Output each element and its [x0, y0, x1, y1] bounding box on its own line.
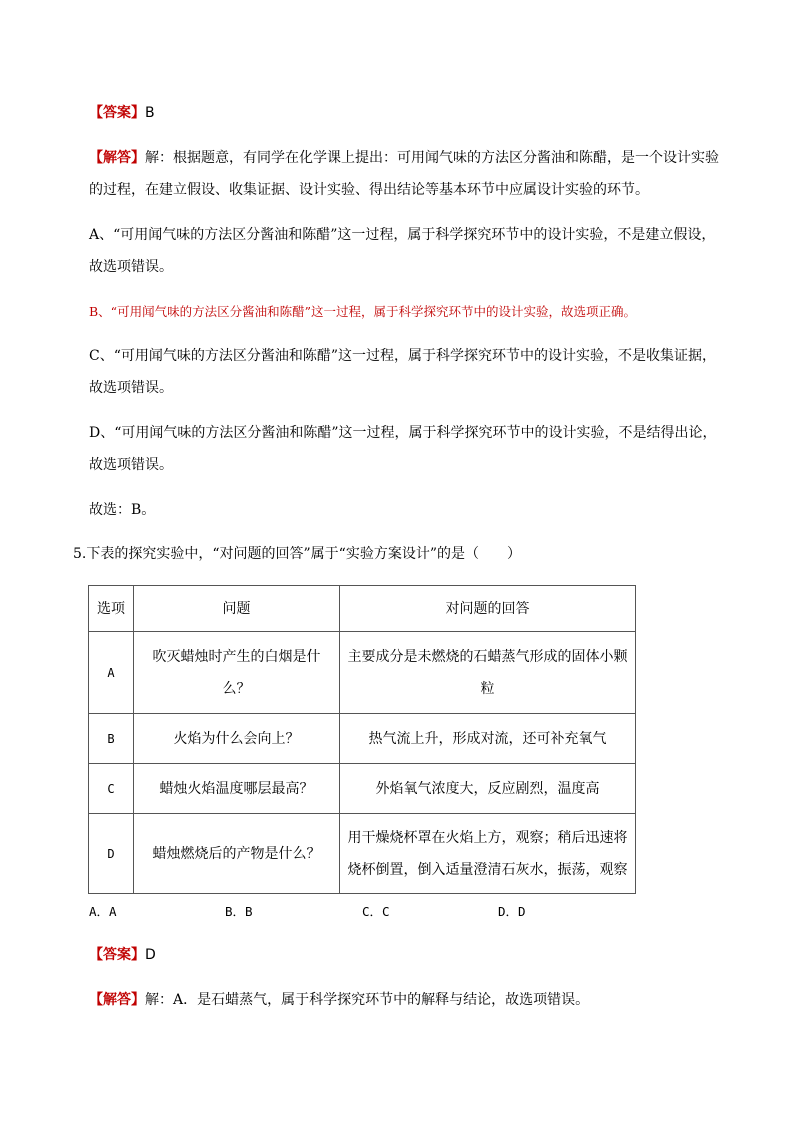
q4-option-a-line1: A、“可用闻气味的方法区分酱油和陈醋”这一过程，属于科学探究环节中的设计实验，不是建立假设，	[89, 227, 716, 243]
q5-stem: 5.下表的探究实验中，“对问题的回答”属于“实验方案设计”的是（ ）	[73, 546, 521, 562]
q5-answer-line	[89, 945, 156, 965]
row-reply: 外焰氧气浓度大，反应剧烈，温度高	[340, 764, 636, 814]
q4-answer-line	[89, 103, 155, 123]
q5-answer-tag: 【答案】	[89, 947, 145, 963]
header-option: 选项	[89, 586, 134, 632]
table-header-row	[89, 586, 636, 632]
q5-table	[88, 585, 636, 894]
row-option: C	[89, 764, 134, 814]
choice-d: D．D	[498, 904, 526, 919]
q4-option-d-line1: D、“可用闻气味的方法区分酱油和陈醋”这一过程，属于科学探究环节中的设计实验，不是结得出论，	[89, 425, 717, 441]
q4-answer-tag: 【答案】	[89, 105, 145, 121]
header-reply: 对问题的回答	[340, 586, 636, 632]
row-option: D	[89, 814, 134, 894]
choice-a: A．A	[89, 904, 117, 919]
q5-explain-line1	[89, 990, 589, 1010]
row-reply: 主要成分是未燃烧的石蜡蒸气形成的固体小颗粒	[340, 632, 636, 714]
q4-explain-tag: 【解答】	[89, 150, 145, 166]
q4-option-b-line1: B、“可用闻气味的方法区分酱油和陈醋”这一过程，属于科学探究环节中的设计实验，故选项正确。	[89, 304, 636, 319]
q4-conclusion: 故选：B。	[89, 502, 156, 518]
q4-option-c-line2: 故选项错误。	[89, 380, 173, 396]
q5-explain-text1: 解：A．是石蜡蒸气，属于科学探究环节中的解释与结论，故选项错误。	[145, 992, 590, 1008]
row-option: B	[89, 714, 134, 764]
table-row	[89, 764, 636, 814]
row-question: 蜡烛火焰温度哪层最高？	[134, 764, 340, 814]
row-reply: 热气流上升，形成对流，还可补充氧气	[340, 714, 636, 764]
q5-answer-value: D	[145, 947, 156, 963]
header-question: 问题	[134, 586, 340, 632]
row-question: 火焰为什么会向上？	[134, 714, 340, 764]
q4-option-a-line2: 故选项错误。	[89, 259, 173, 275]
q4-answer-value: B	[145, 105, 155, 121]
choice-c: C．C	[362, 904, 390, 919]
q4-explain-line2: 的过程，在建立假设、收集证据、设计实验、得出结论等基本环节中应属设计实验的环节。	[89, 182, 649, 198]
row-question: 吹灭蜡烛时产生的白烟是什么？	[134, 632, 340, 714]
row-reply: 用干燥烧杯罩在火焰上方，观察；稍后迅速将烧杯倒置，倒入适量澄清石灰水，振荡，观察	[340, 814, 636, 894]
row-option: A	[89, 632, 134, 714]
choice-b: B．B	[225, 904, 253, 919]
table-row	[89, 814, 636, 894]
table-row	[89, 632, 636, 714]
q5-explain-tag: 【解答】	[89, 992, 145, 1008]
q4-explain-line1	[89, 148, 719, 168]
row-question: 蜡烛燃烧后的产物是什么？	[134, 814, 340, 894]
table-row	[89, 714, 636, 764]
q4-explain-text1: 解：根据题意，有同学在化学课上提出：可用闻气味的方法区分酱油和陈醋，是一个设计实验	[145, 150, 719, 166]
q4-option-c-line1: C、“可用闻气味的方法区分酱油和陈醋”这一过程，属于科学探究环节中的设计实验，不是收集证据，	[89, 348, 717, 364]
q4-option-d-line2: 故选项错误。	[89, 457, 173, 473]
